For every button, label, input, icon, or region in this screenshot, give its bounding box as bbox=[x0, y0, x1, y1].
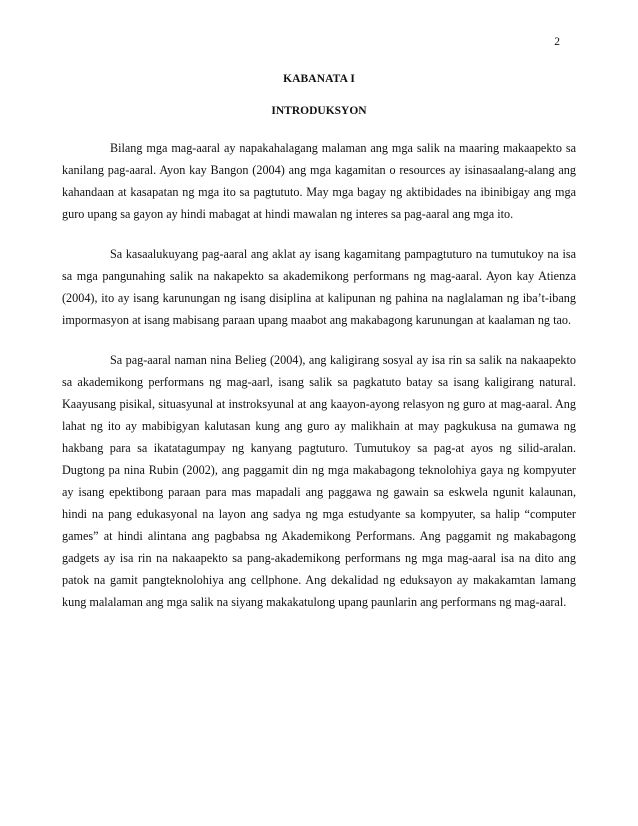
paragraph-1: Bilang mga mag-aaral ay napakahalagang malaman ang mga salik na maaring makaapekto sa kanilang pag-aaral. Ayon kay Bangon (2004) ang mga kagamitan o resources ay isinasaalang-alang ang kahandaan at kasapatan ng mga ito sa pagtututo. May mga bagay ng aktibidades na ibinibigay ang mga guro upang sa gayon ay hindi mabagat at hindi mawalan ng interes sa pag-aaral ang mga ito. bbox=[62, 141, 576, 221]
paragraph-2: Sa kasaalukuyang pag-aaral ang aklat ay isang kagamitang pampagtuturo na tumutukoy na isa sa mga pangunahing salik na nakapekto sa akademikong performans ng mag-aaral. Ayon kay Atienza (2004), ito ay isang karunungan ng isang disiplina at kalipunan ng pahina na naglalaman ng iba’t-ibang impormasyon at isang mabisang paraan upang maabot ang makabagong karunungan at kaalaman ng tao. bbox=[62, 247, 576, 327]
page-number: 2 bbox=[554, 36, 560, 48]
chapter-heading: KABANATA I bbox=[283, 73, 355, 85]
section-heading: INTRODUKSYON bbox=[271, 105, 367, 117]
paragraph-3: Sa pag-aaral naman nina Belieg (2004), ang kaligirang sosyal ay isa rin sa salik na nakaapekto sa akademikong performans ng mag-aarl, isang salik sa pagkatuto batay sa isang kaligirang natural. Kaayusang pisikal, situasyunal at instroksyunal at ang kaayon-ayong relasyon ng guro at mag-aaral. Ang lahat ng ito ay mabibigyan kalutasan kung ang guro ay malikhain at may pagkukusa na gumawa ng hakbang para sa ikatatagumpay ng kanyang pagtuturo. Tumutukoy sa pag-at ayos ng silid-aralan. Dugtong pa nina Rubin (2002), ang paggamit din ng mga makabagong teknolohiya gaya ng kompyuter ay isang epektibong paraan para mas mapadali ang paggawa ng gawain sa eskwela ngunit kalaunan, hindi na pang edukasyonal na layon ang sadya ng mga estudyante sa kompyuter, sa halip “computer games” at hindi alintana ang pagbabsa ng Akademikong Performans. Ang paggamit ng makabagong gadgets ay isa rin na nakaapekto sa pang-akademikong performans ng mga mag-aaral isa na dito ang patok na gamit pangteknolohiya ang cellphone. Ang dekalidad ng eduksayon ay makakamtan lamang kung malalaman ang mga salik na siyang makakatulong upang paunlarin ang performans ng mag-aaral. bbox=[62, 353, 576, 609]
body-text bbox=[62, 137, 576, 631]
